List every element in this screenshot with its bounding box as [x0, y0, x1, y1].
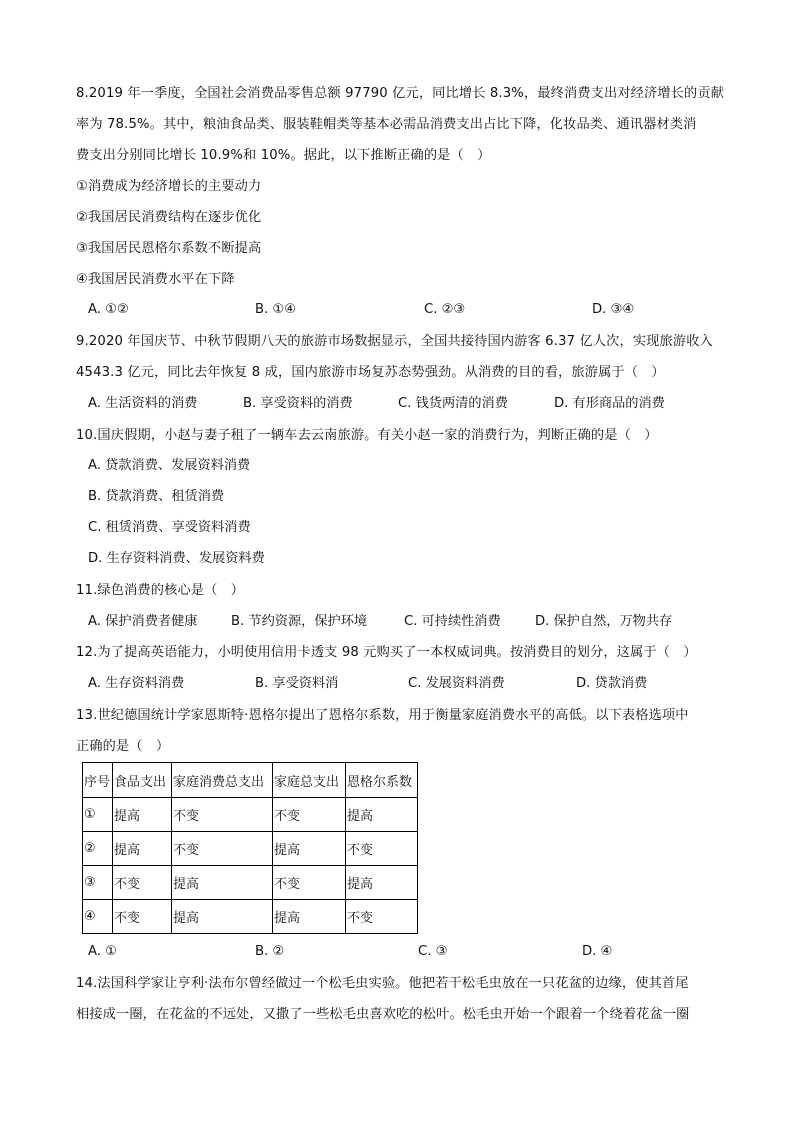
q8-option-d[interactable]: D. ③④ [592, 302, 635, 317]
table-cell: 不变 [172, 798, 273, 832]
q13-text-line-1: 13.世纪德国统计学家恩斯特·恩格尔提出了恩格尔系数，用于衡量家庭消费水平的高低。以下表格选项中 [76, 708, 689, 723]
table-cell: 提高 [113, 832, 172, 866]
table-header-cell: 家庭消费总支出 [172, 763, 273, 798]
table-cell: 提高 [172, 866, 273, 900]
q12-option-d[interactable]: D. 贷款消费 [576, 676, 648, 691]
q9-option-d[interactable]: D. 有形商品的消费 [554, 396, 665, 411]
table-row [83, 900, 418, 934]
table-cell: 不变 [113, 900, 172, 934]
q8-statement-3: ③我国居民恩格尔系数不断提高 [76, 241, 262, 256]
q13-text-line-2: 正确的是（ ） [76, 739, 170, 754]
q13-option-d[interactable]: D. ④ [582, 944, 613, 959]
q13-option-c[interactable]: C. ③ [418, 944, 448, 959]
table-cell: 不变 [273, 866, 346, 900]
q8-text-line-2: 率为 78.5%。其中，粮油食品类、服装鞋帽类等基本必需品消费支出占比下降，化妆品类、通讯器材类消 [76, 117, 697, 132]
table-header-cell: 家庭总支出 [273, 763, 346, 798]
q9-option-c[interactable]: C. 钱货两清的消费 [398, 396, 508, 411]
table-cell: 提高 [113, 798, 172, 832]
table-header-cell: 恩格尔系数 [346, 763, 418, 798]
table-cell: ① [83, 798, 113, 832]
table-cell: 提高 [346, 798, 418, 832]
q10-option-d[interactable]: D. 生存资料消费、发展资料费 [88, 551, 265, 566]
q11-option-d[interactable]: D. 保护自然，万物共存 [535, 614, 673, 629]
q14-text-line-1: 14.法国科学家让亨利·法布尔曾经做过一个松毛虫实验。他把若干松毛虫放在一只花盆的边缘，使其首尾 [76, 976, 689, 991]
q12-text-line-1: 12.为了提高英语能力，小明使用信用卡透支 98 元购买了一本权威词典。按消费目的划分，这属于（ ） [76, 645, 697, 660]
q9-text-line-1: 9.2020 年国庆节、中秋节假期八天的旅游市场数据显示，全国共接待国内游客 6.37 亿人次，实现旅游收入 [76, 334, 713, 349]
q12-option-b[interactable]: B. 享受资料消 [255, 676, 339, 691]
table-header-cell: 食品支出 [113, 763, 172, 798]
table-header-cell: 序号 [83, 763, 113, 798]
table-header-row [83, 763, 418, 798]
q8-statement-4: ④我国居民消费水平在下降 [76, 272, 235, 287]
q8-statement-1: ①消费成为经济增长的主要动力 [76, 179, 262, 194]
q11-option-a[interactable]: A. 保护消费者健康 [88, 614, 198, 629]
q12-option-a[interactable]: A. 生存资料消费 [88, 676, 185, 691]
q10-option-b[interactable]: B. 贷款消费、租赁消费 [88, 489, 225, 504]
table-cell: ③ [83, 866, 113, 900]
q8-option-c[interactable]: C. ②③ [424, 302, 466, 317]
table-row [83, 798, 418, 832]
q13-option-b[interactable]: B. ② [255, 944, 285, 959]
table-cell: 不变 [172, 832, 273, 866]
q12-option-c[interactable]: C. 发展资料消费 [408, 676, 505, 691]
table-cell: 不变 [346, 832, 418, 866]
q9-option-b[interactable]: B. 享受资料的消费 [243, 396, 353, 411]
q8-text-line-1: 8.2019 年一季度，全国社会消费品零售总额 97790 亿元，同比增长 8.3%，最终消费支出对经济增长的贡献 [76, 86, 725, 101]
q14-text-line-2: 相接成一圈，在花盆的不远处，又撒了一些松毛虫喜欢吃的松叶。松毛虫开始一个跟着一个绕着花盆一圈 [76, 1007, 690, 1022]
q10-option-a[interactable]: A. 贷款消费、发展资料消费 [88, 458, 251, 473]
table-cell: 提高 [273, 832, 346, 866]
table-cell: 提高 [273, 900, 346, 934]
table-cell: ② [83, 832, 113, 866]
q11-option-b[interactable]: B. 节约资源，保护环境 [231, 614, 368, 629]
q8-option-a[interactable]: A. ①② [88, 302, 129, 317]
table-cell: ④ [83, 900, 113, 934]
q11-text-line-1: 11.绿色消费的核心是（ ） [76, 583, 245, 598]
table-cell: 不变 [273, 798, 346, 832]
q13-table [82, 762, 418, 934]
q8-statement-2: ②我国居民消费结构在逐步优化 [76, 210, 262, 225]
q13-option-a[interactable]: A. ① [88, 944, 117, 959]
q9-text-line-2: 4543.3 亿元，同比去年恢复 8 成，国内旅游市场复苏态势强劲。从消费的目的看，旅游属于（ ） [76, 365, 665, 380]
q11-option-c[interactable]: C. 可持续性消费 [404, 614, 501, 629]
table-cell: 提高 [172, 900, 273, 934]
table-row [83, 866, 418, 900]
q10-option-c[interactable]: C. 租赁消费、享受资料消费 [88, 520, 251, 535]
table-row [83, 832, 418, 866]
q8-option-b[interactable]: B. ①④ [255, 302, 297, 317]
table-cell: 不变 [113, 866, 172, 900]
q9-option-a[interactable]: A. 生活资料的消费 [88, 396, 198, 411]
q10-text-line-1: 10.国庆假期，小赵与妻子租了一辆车去云南旅游。有关小赵一家的消费行为，判断正确的是（ ） [76, 428, 658, 443]
table-cell: 不变 [346, 900, 418, 934]
q8-text-line-3: 费支出分别同比增长 10.9%和 10%。据此，以下推断正确的是（ ） [76, 148, 491, 163]
table-cell: 提高 [346, 866, 418, 900]
